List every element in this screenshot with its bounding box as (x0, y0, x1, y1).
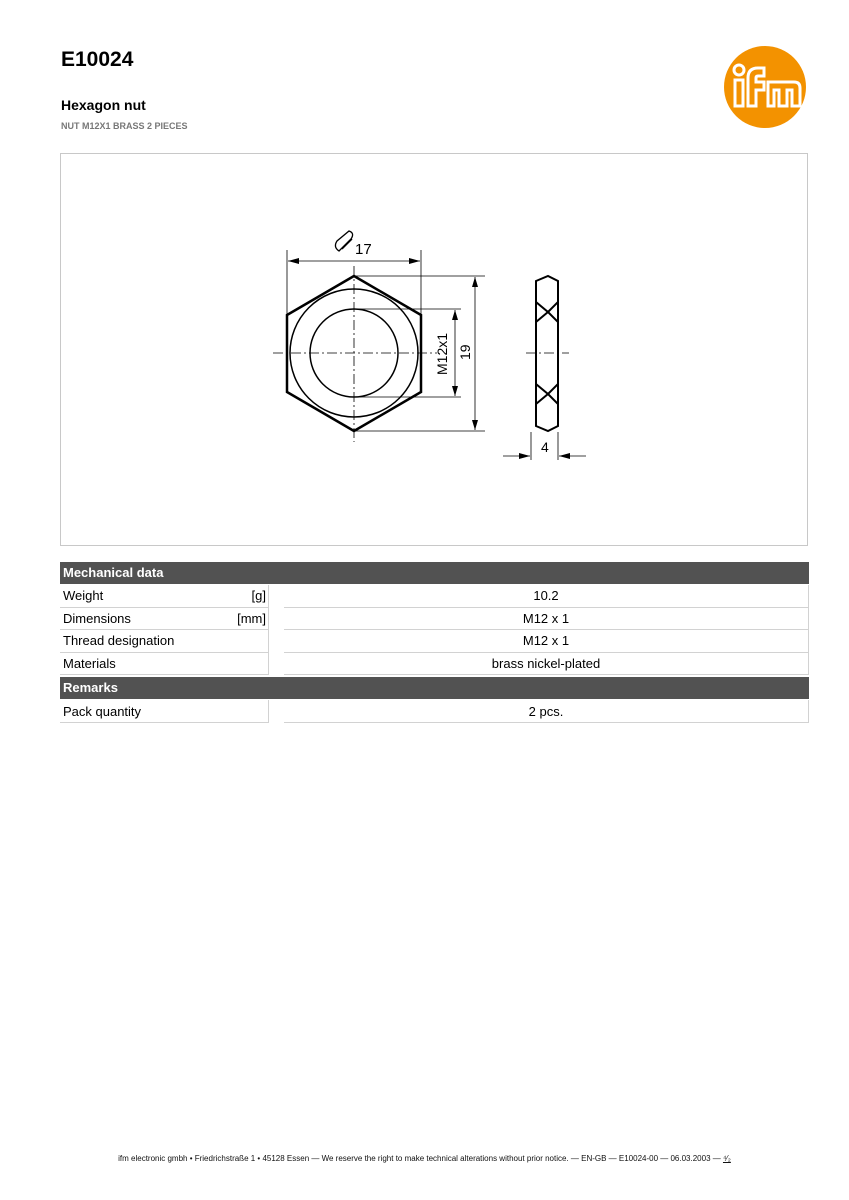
row-label: Dimensions (63, 610, 131, 626)
row-value: M12 x 1 (284, 630, 809, 653)
dimension-thread: M12x1 (434, 332, 450, 375)
dimension-height: 19 (457, 344, 473, 360)
row-value: brass nickel-plated (284, 653, 809, 676)
product-name: Hexagon nut (61, 97, 146, 113)
table-row (60, 608, 809, 631)
table-row (60, 585, 809, 608)
spec-tables (60, 562, 809, 723)
product-subtitle: NUT M12X1 BRASS 2 PIECES (61, 121, 188, 131)
row-label: Weight (63, 588, 104, 604)
article-number: E10024 (61, 48, 134, 71)
remarks-header: Remarks (60, 677, 809, 699)
table-row (60, 653, 809, 676)
mechanical-data-header: Mechanical data (60, 562, 809, 584)
ifm-logo (724, 46, 806, 128)
table-row (60, 700, 809, 723)
footer-text: ifm electronic gmbh • Friedrichstraße 1 • 45128 Essen — We reserve the right to make technical alterations without prior notice. — EN-GB — E10024-00 — 06.03.2003 — (118, 1154, 723, 1163)
technical-drawing (60, 153, 808, 546)
row-unit: [g] (251, 588, 266, 604)
row-label: Pack quantity (63, 703, 142, 719)
page-number: ⁴⁄₂ (722, 1154, 731, 1163)
table-row (60, 630, 809, 653)
row-label: Thread designation (63, 633, 175, 649)
row-value: 2 pcs. (284, 700, 809, 723)
dimension-thickness: 4 (541, 439, 549, 455)
row-value: M12 x 1 (284, 608, 809, 631)
row-label: Materials (63, 656, 116, 672)
row-unit: [mm] (237, 610, 266, 626)
row-value: 10.2 (284, 585, 809, 608)
page-footer (0, 1154, 849, 1163)
dimension-width: 17 (355, 241, 372, 258)
